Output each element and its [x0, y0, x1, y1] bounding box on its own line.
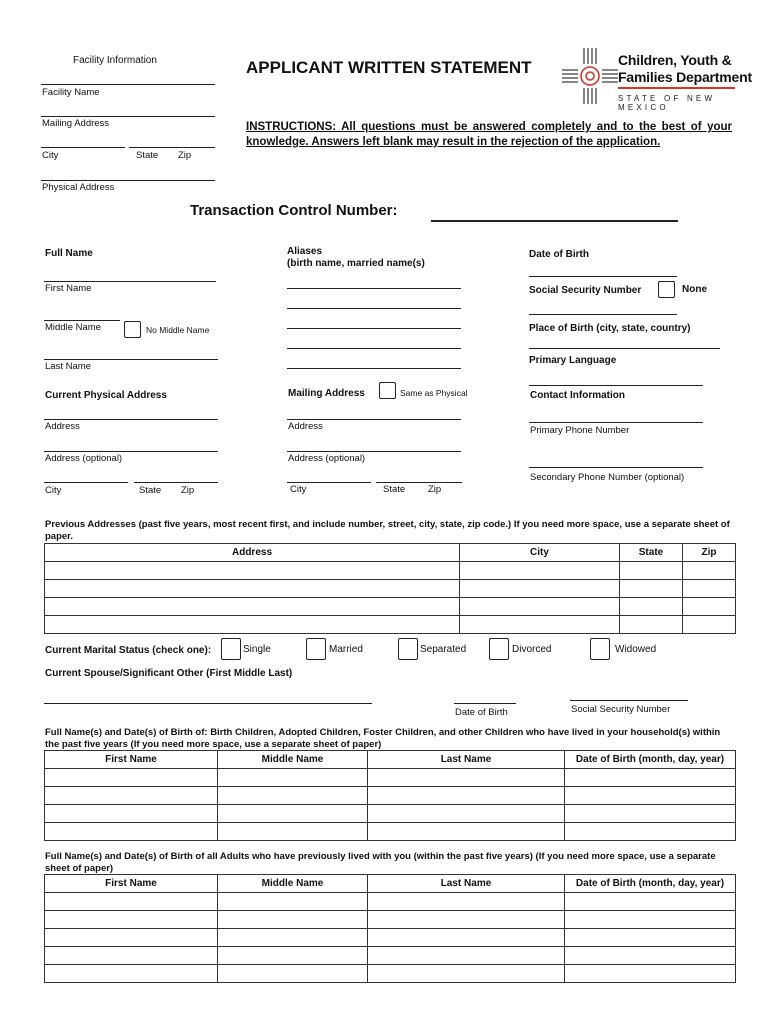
col-first-name: First Name: [45, 875, 218, 893]
marital-married-label: Married: [329, 644, 363, 655]
alias-line-4[interactable]: [287, 348, 461, 349]
col-state: State: [620, 544, 683, 562]
table-row[interactable]: [45, 947, 736, 965]
logo-text-line1: Children, Youth &: [618, 52, 732, 68]
spouse-label: Current Spouse/Significant Other (First Middle Last): [45, 668, 293, 679]
facility-name-line[interactable]: [41, 84, 215, 85]
previous-addresses-table: [44, 543, 736, 634]
primary-phone-line[interactable]: [529, 422, 703, 423]
spouse-dob-line[interactable]: [454, 703, 516, 704]
ssn-none-checkbox[interactable]: [658, 281, 675, 298]
table-row[interactable]: [45, 598, 736, 616]
mailing-state-label: State: [383, 484, 406, 495]
col-middle-name: Middle Name: [218, 751, 368, 769]
marital-single-label: Single: [243, 644, 271, 655]
current-physical-address-heading: Current Physical Address: [45, 390, 167, 401]
mailing-city-label: City: [290, 484, 307, 495]
col-city: City: [460, 544, 620, 562]
col-date-of-birth: Date of Birth (month, day, year): [565, 875, 736, 893]
physical-address1-label: Address: [45, 421, 80, 432]
full-name-heading: Full Name: [45, 248, 93, 259]
col-last-name: Last Name: [368, 751, 565, 769]
marital-separated-label: Separated: [420, 644, 467, 655]
marital-divorced-checkbox[interactable]: [489, 638, 509, 660]
mailing-address1-line[interactable]: [287, 419, 461, 420]
physical-state-zip-line[interactable]: [134, 482, 218, 483]
physical-address2-label: Address (optional): [45, 453, 123, 464]
facility-info-heading: Facility Information: [73, 55, 157, 66]
children-table: [44, 750, 736, 841]
dob-heading: Date of Birth: [529, 249, 589, 260]
ssn-line[interactable]: [529, 314, 677, 315]
aliases-heading: Aliases: [287, 246, 323, 257]
physical-address2-line[interactable]: [44, 451, 218, 452]
mailing-address-label: Mailing Address: [42, 118, 110, 129]
pob-line[interactable]: [529, 348, 720, 349]
ssn-heading: Social Security Number: [529, 285, 642, 296]
marital-widowed-checkbox[interactable]: [590, 638, 610, 660]
zip-label: Zip: [178, 150, 192, 161]
physical-address1-line[interactable]: [44, 419, 218, 420]
alias-line-2[interactable]: [287, 308, 461, 309]
table-row[interactable]: [45, 562, 736, 580]
marital-widowed-label: Widowed: [615, 644, 657, 655]
physical-address-label: Physical Address: [42, 182, 115, 193]
mailing-city-line[interactable]: [287, 482, 371, 483]
middle-name-line[interactable]: [44, 320, 120, 321]
no-middle-name-checkbox[interactable]: [124, 321, 141, 338]
dob-line[interactable]: [529, 276, 677, 277]
mailing-address-heading: Mailing Address: [288, 388, 365, 399]
first-name-label: First Name: [45, 283, 92, 294]
same-as-physical-checkbox[interactable]: [379, 382, 396, 399]
children-instructions: Full Name(s) and Date(s) of Birth of: Birth Children, Adopted Children, Foster Children, and other Children who have lived in your household(s) within the past five years (If you need more space, use a separate sheet of paper): [45, 727, 721, 750]
table-row[interactable]: [45, 580, 736, 598]
marital-separated-checkbox[interactable]: [398, 638, 418, 660]
alias-line-5[interactable]: [287, 368, 461, 369]
state-label: State: [136, 150, 159, 161]
col-middle-name: Middle Name: [218, 875, 368, 893]
marital-divorced-label: Divorced: [512, 644, 552, 655]
marital-status-label: Current Marital Status (check one):: [45, 645, 212, 656]
table-row[interactable]: [45, 787, 736, 805]
spouse-name-line[interactable]: [44, 703, 372, 704]
table-row[interactable]: [45, 823, 736, 841]
table-row[interactable]: [45, 893, 736, 911]
marital-married-checkbox[interactable]: [306, 638, 326, 660]
first-name-line[interactable]: [44, 281, 216, 282]
primary-language-line[interactable]: [529, 385, 703, 386]
previous-addresses-instructions: Previous Addresses (past five years, most recent first, and include number, street, city, state, zip code.) If you need more space, use a separate sheet of paper.: [45, 519, 730, 542]
last-name-label: Last Name: [45, 361, 91, 372]
alias-line-1[interactable]: [287, 288, 461, 289]
col-address: Address: [45, 544, 460, 562]
marital-single-checkbox[interactable]: [221, 638, 241, 660]
col-date-of-birth: Date of Birth (month, day, year): [565, 751, 736, 769]
same-as-physical-label: Same as Physical: [400, 388, 468, 398]
tcn-line[interactable]: [431, 220, 678, 222]
table-row[interactable]: [45, 929, 736, 947]
mailing-zip-label: Zip: [428, 484, 442, 495]
table-row[interactable]: [45, 911, 736, 929]
mailing-address-line[interactable]: [41, 116, 215, 117]
physical-city-label: City: [45, 485, 62, 496]
city-label: City: [42, 150, 59, 161]
instructions: INSTRUCTIONS: All questions must be answered completely and to the best of your knowledge. Answers left blank may result in the rejection of the application.: [246, 121, 732, 148]
logo-text-line2: Families Department: [618, 69, 752, 85]
ssn-none-label: None: [682, 284, 707, 295]
table-row[interactable]: [45, 805, 736, 823]
pob-heading: Place of Birth (city, state, country): [529, 323, 691, 334]
contact-info-heading: Contact Information: [530, 390, 625, 401]
mailing-address2-label: Address (optional): [288, 453, 366, 464]
physical-state-label: State: [139, 485, 162, 496]
mailing-address1-label: Address: [288, 421, 323, 432]
col-first-name: First Name: [45, 751, 218, 769]
table-row[interactable]: [45, 616, 736, 634]
table-row[interactable]: [45, 769, 736, 787]
physical-zip-label: Zip: [181, 485, 195, 496]
page-title: APPLICANT WRITTEN STATEMENT: [246, 58, 532, 77]
last-name-line[interactable]: [44, 359, 218, 360]
secondary-phone-line[interactable]: [529, 467, 703, 468]
alias-line-3[interactable]: [287, 328, 461, 329]
tcn-label: Transaction Control Number:: [190, 202, 398, 219]
mailing-state-zip-line[interactable]: [376, 482, 462, 483]
city-line[interactable]: [41, 147, 125, 148]
state-zip-line[interactable]: [129, 147, 215, 148]
middle-name-label: Middle Name: [45, 322, 101, 333]
primary-phone-label: Primary Phone Number: [530, 425, 630, 436]
spouse-dob-label: Date of Birth: [455, 707, 508, 718]
secondary-phone-label: Secondary Phone Number (optional): [530, 472, 685, 483]
adults-table: [44, 874, 736, 983]
no-middle-name-label: No Middle Name: [146, 325, 210, 335]
logo-text-line3: STATE OF NEW MEXICO: [618, 94, 716, 112]
col-last-name: Last Name: [368, 875, 565, 893]
col-zip: Zip: [683, 544, 736, 562]
primary-language-heading: Primary Language: [529, 355, 617, 366]
spouse-ssn-line[interactable]: [570, 700, 688, 701]
zia-sun-logo-icon: [560, 46, 620, 106]
logo-rule: [618, 87, 735, 89]
spouse-ssn-label: Social Security Number: [571, 704, 671, 715]
aliases-subheading: (birth name, married name(s): [287, 258, 425, 269]
table-row[interactable]: [45, 965, 736, 983]
physical-address-line[interactable]: [41, 180, 215, 181]
physical-city-line[interactable]: [44, 482, 128, 483]
mailing-address2-line[interactable]: [287, 451, 461, 452]
adults-instructions: Full Name(s) and Date(s) of Birth of all Adults who have previously lived with you (within the past five years) (If you need more space, use a separate sheet of paper): [45, 851, 716, 874]
facility-name-label: Facility Name: [42, 87, 100, 98]
